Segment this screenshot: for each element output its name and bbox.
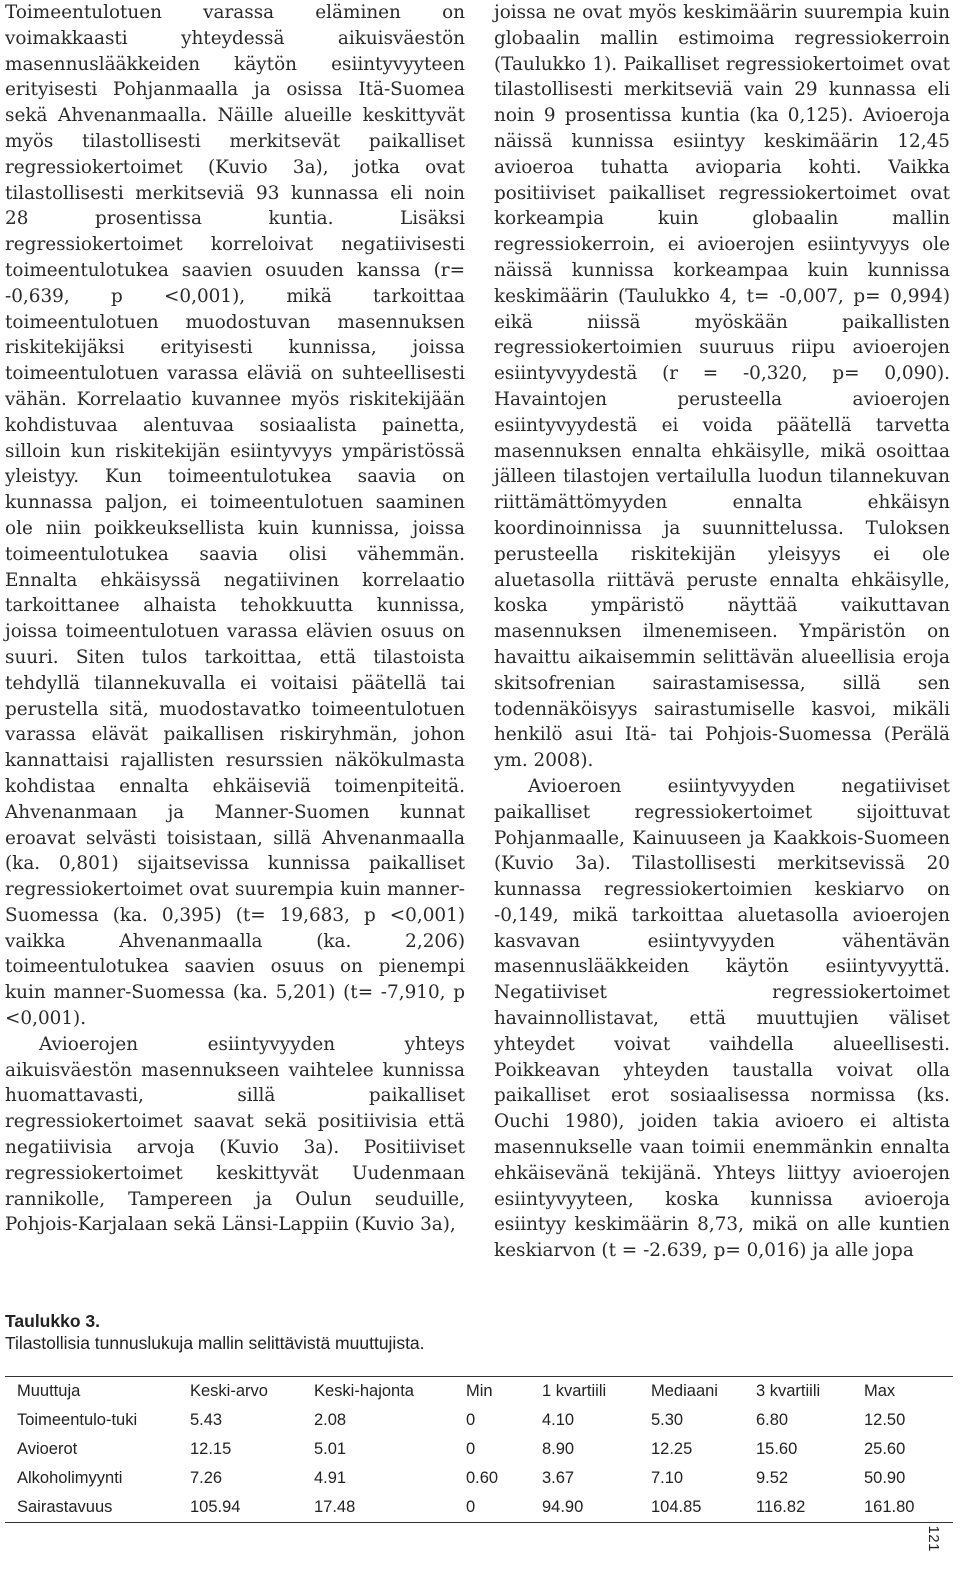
statistics-table bbox=[5, 1376, 953, 1523]
table-cell: 5.01 bbox=[314, 1440, 347, 1458]
table-cell: 9.52 bbox=[756, 1469, 789, 1487]
table-row bbox=[5, 1493, 953, 1522]
table-cell: 0 bbox=[466, 1411, 476, 1429]
table-header-cell: 3 kvartiili bbox=[756, 1382, 821, 1400]
paragraph: joissa ne ovat myös keskimäärin suurempia kuin globaalin mallin estimoima regressiokerroin (Taulukko 1). Paikalliset regressiokertoimet ovat tilastollisesti merkitseviä vain 29 kunnassa eli noin 9 prosentissa kuntia (ka 0,125). Avioeroja näissä kunnissa esiintyy keskimäärin 12,45 avioeroa tuhatta avioparia kohti. Vaikka positiiviset paikalliset regressiokertoimet ovat korkeampia kuin globaalin mallin regressiokerroin, ei avioerojen esiintyvyys ole näissä kunnissa korkeampaa kuin kunnissa keskimäärin (Taulukko 4, t= -0,007, p= 0,994) eikä niissä myöskään paikallisten regressiokertoimien suuruus riipu avioerojen esiintyvyydestä (r = -0,320, p= 0,090). Havaintojen perusteella avioerojen esiintyvyydestä ei voida päätellä tarvetta masennuksen ennalta ehkäisylle, mikä osoittaa jälleen tilastojen vertailulla luodun tilannekuvan riittämättömyyden ennalta ehkäisyn koordinoinnissa ja suunnittelussa. Tuloksen perusteella riskitekijän yleisyys ei ole aluetasolla riittävä peruste ennalta ehkäisylle, koska ympäristö näyttää vaikuttavan masennuksen ilmenemiseen. Ympäristön on havaittu aikaisemmin selittävän alueellisia eroja skitsofrenian sairastamisessa, sillä sen todennäköisyys sairastumiselle kasvoi, mikäli henkilö asui Itä- tai Pohjois-Suomessa (Perälä ym. 2008). bbox=[494, 2, 950, 772]
page-number: 121 bbox=[925, 1525, 942, 1552]
table-caption-text: Tilastollisia tunnuslukuja mallin selittävistä muuttujista. bbox=[5, 1333, 425, 1353]
table-cell: 12.25 bbox=[651, 1440, 693, 1458]
table-cell: 12.50 bbox=[864, 1411, 906, 1429]
table-header-cell: Keski-arvo bbox=[190, 1382, 268, 1400]
table-caption bbox=[5, 1310, 425, 1354]
table-cell: 17.48 bbox=[314, 1498, 356, 1516]
table-caption-title: Taulukko 3. bbox=[5, 1311, 100, 1331]
table-cell: 94.90 bbox=[542, 1498, 584, 1516]
table-bottom-rule bbox=[5, 1522, 953, 1523]
table-row bbox=[5, 1464, 953, 1493]
table-header-cell: Muuttuja bbox=[17, 1382, 81, 1400]
right-text-column bbox=[494, 0, 950, 1264]
table-cell: 5.30 bbox=[651, 1411, 684, 1429]
table-cell: 2.08 bbox=[314, 1411, 347, 1429]
table-cell: Alkoholimyynti bbox=[17, 1469, 123, 1487]
table-header-cell: 1 kvartiili bbox=[542, 1382, 607, 1400]
table-cell: 12.15 bbox=[190, 1440, 232, 1458]
table-cell: 4.91 bbox=[314, 1469, 347, 1487]
table-cell: 161.80 bbox=[864, 1498, 915, 1516]
table-cell: 25.60 bbox=[864, 1440, 906, 1458]
table-cell: 0 bbox=[466, 1498, 476, 1516]
table-cell: 116.82 bbox=[756, 1498, 806, 1516]
paragraph: Toimeentulotuen varassa eläminen on voimakkaasti yhteydessä aikuisväestön masennuslääkkeiden käytön esiintyvyyteen erityisesti Pohjanmaalla ja osissa Itä-Suomea sekä Ahvenanmaalla. Näille alueille keskittyvät myös tilastollisesti merkitsevät paikalliset regressiokertoimet (Kuvio 3a), jotka ovat tilastollisesti merkitseviä 93 kunnassa eli noin 28 prosentissa kuntia. Lisäksi regressiokertoimet korreloivat negatiivisesti toimeentulotukea saavien osuuden kanssa (r= -0,639, p <0,001), mikä tarkoittaa toimeentulotuen muodostuvan masennuksen riskitekijäksi erityisesti kunnissa, joissa toimeentulotuen varassa eläviä on suhteellisesti vähän. Korrelaatio kuvannee myös riskitekijään kohdistuvaa alentuvaa sosiaalista painetta, silloin kun riskitekijän esiintyvyys ympäristössä yleistyy. Kun toimeentulotukea saavia on kunnassa paljon, ei toimeentulotuen saaminen ole niin poikkeuksellista kuin kunnissa, joissa toimeentulotukea saavia olisi vähemmän. Ennalta ehkäisyssä negatiivinen korrelaatio tarkoittanee alhaista tehokkuutta kunnissa, joissa toimeentulotuen varassa elävien osuus on suuri. Siten tulos tarkoittaa, että tilastoista tehdyllä tilannekuvalla ei voitaisi päätellä tai perustella sitä, muodostavatko toimeentulotuen varassa elävät paikallisen riskiryhmän, johon kannattaisi rajallisten resurssien näkökulmasta kohdistaa ennalta ehkäiseviä toimenpiteitä. Ahvenanmaan ja Manner-Suomen kunnat eroavat selvästi toisistaan, sillä Ahvenanmaalla (ka. 0,801) sijaitsevissa kunnissa paikalliset regressiokertoimet ovat suurempia kuin manner-Suomessa (ka. 0,395) (t= 19,683, p <0,001) vaikka Ahvenanmaalla (ka. 2,206) toimeentulotukea saavien osuus on pienempi kuin manner-Suomessa (ka. 5,201) (t= -7,910, p <0,001). bbox=[5, 2, 465, 1030]
table-cell: 3.67 bbox=[542, 1469, 575, 1487]
table-cell: 0.60 bbox=[466, 1469, 499, 1487]
table-cell: 7.10 bbox=[651, 1469, 684, 1487]
table-cell: 5.43 bbox=[190, 1411, 223, 1429]
table-cell: Toimeentulo-tuki bbox=[17, 1411, 138, 1429]
table-header-cell: Keski-hajonta bbox=[314, 1382, 414, 1400]
paragraph: Avioeroen esiintyvyyden negatiiviset paikalliset regressiokertoimet sijoittuvat Pohjanmaalle, Kainuuseen ja Kaakkois-Suomeen (Kuvio 3a). Tilastollisesti merkitsevissä 20 kunnassa regressiokertoimien keskiarvo on -0,149, mikä tarkoittaa aluetasolla avioerojen kasvavan esiintyvyyden vähentävän masennuslääkkeiden käytön esiintyvyyttä. Negatiiviset regressiokertoimet havainnollistavat, että muuttujien väliset yhteydet voivat vaihdella alueellisesti. Poikkeavan yhteyden taustalla voivat olla paikalliset erot sosiaalisessa normissa (ks. Ouchi 1980), joiden takia avioero ei altista masennukselle vaan toimii enemmänkin ennalta ehkäisevänä tekijänä. Yhteys liittyy avioerojen esiintyvyyteen, koska kunnissa avioeroja esiintyy keskimäärin 8,73, mikä on alle kuntien keskiarvon (t = -2.639, p= 0,016) ja alle jopa bbox=[494, 775, 950, 1262]
table-cell: 4.10 bbox=[542, 1411, 575, 1429]
table-cell: 105.94 bbox=[190, 1498, 241, 1516]
table-row bbox=[5, 1435, 953, 1464]
left-text-column bbox=[5, 0, 465, 1238]
table-cell: 8.90 bbox=[542, 1440, 575, 1458]
paragraph: Avioerojen esiintyvyyden yhteys aikuisväestön masennukseen vaihtelee kunnissa huomattavasti, sillä paikalliset regressiokertoimet saavat sekä positiivisia että negatiivisia arvoja (Kuvio 3a). Positiiviset regressiokertoimet keskittyvät Uudenmaan rannikolle, Tampereen ja Oulun seuduille, Pohjois-Karjalaan sekä Länsi-Lappiin (Kuvio 3a), bbox=[5, 1033, 465, 1236]
table-header-cell: Min bbox=[466, 1382, 493, 1400]
table-header-cell: Max bbox=[864, 1382, 896, 1400]
table-cell: 50.90 bbox=[864, 1469, 906, 1487]
table-cell: 0 bbox=[466, 1440, 476, 1458]
table-header-cell: Mediaani bbox=[651, 1382, 718, 1400]
table-cell: 7.26 bbox=[190, 1469, 223, 1487]
table-cell: 15.60 bbox=[756, 1440, 798, 1458]
table-cell: Avioerot bbox=[17, 1440, 78, 1458]
table-row bbox=[5, 1406, 953, 1435]
table-header-row bbox=[5, 1377, 953, 1406]
table-cell: 104.85 bbox=[651, 1498, 702, 1516]
table-cell: Sairastavuus bbox=[17, 1498, 113, 1516]
table-cell: 6.80 bbox=[756, 1411, 789, 1429]
